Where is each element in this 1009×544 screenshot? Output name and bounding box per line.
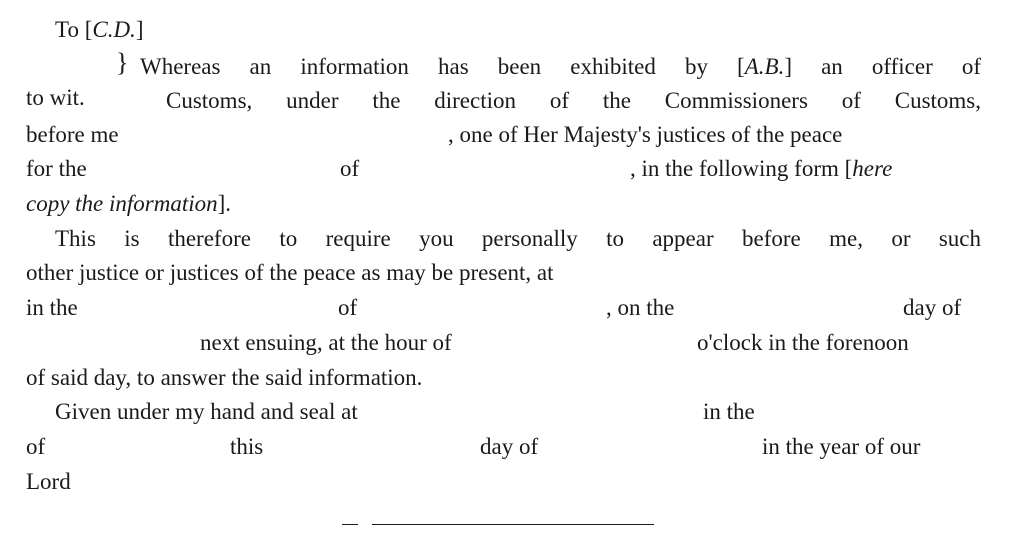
to-wit-label: to wit. [26,85,85,110]
signature-line [372,524,654,525]
summons-line-2: other justice or justices of the peace as may be present, at [26,260,554,285]
informant-name: A.B. [744,54,785,79]
on-the-label: , on the [606,295,675,320]
of-label-1: of [340,156,360,181]
summons-line-1: This is therefore to require you personally to appear before me, or such [55,226,981,251]
summons-line-5: of said day, to answer the said information. [26,365,423,390]
addressee-prefix: To [ [55,17,93,42]
following-form-a: , in the following form [ [630,156,853,181]
here-italic: here [852,156,893,181]
of-label-2: of [338,295,358,320]
given-under-hand-text: Given under my hand and seal at [55,399,358,424]
signature-dash [342,524,358,525]
in-the-label-1: in the [26,295,78,320]
information-line-1-b: ] an officer of [784,54,982,79]
information-line-2: Customs, under the direction of the Commissioners of Customs, [166,88,981,113]
information-line-1-a: Whereas an information has been exhibited by [ [140,54,745,79]
day-of-label-1: day of [903,295,962,320]
copy-information-line [26,190,231,218]
of-label-3: of [26,434,46,459]
this-label: this [230,434,264,459]
for-the-label: for the [26,156,87,181]
information-line-1 [140,53,981,81]
oclock-forenoon-text: o'clock in the forenoon [697,330,909,355]
following-form-text [630,155,892,183]
addressee-line [55,16,143,44]
to-wit-brace: } [116,48,129,77]
addressee-suffix: ] [135,17,144,42]
copy-information-italic: copy the information [26,191,218,216]
next-ensuing-text: next ensuing, at the hour of [200,330,452,355]
day-of-label-2: day of [480,434,539,459]
justice-description: , one of Her Majesty's justices of the peace [448,122,843,147]
in-the-label-2: in the [703,399,755,424]
copy-information-end: ]. [217,191,232,216]
before-me-label: before me [26,122,119,147]
lord-label: Lord [26,469,71,494]
year-of-our-text: in the year of our [762,434,921,459]
addressee-name: C.D. [92,17,136,42]
